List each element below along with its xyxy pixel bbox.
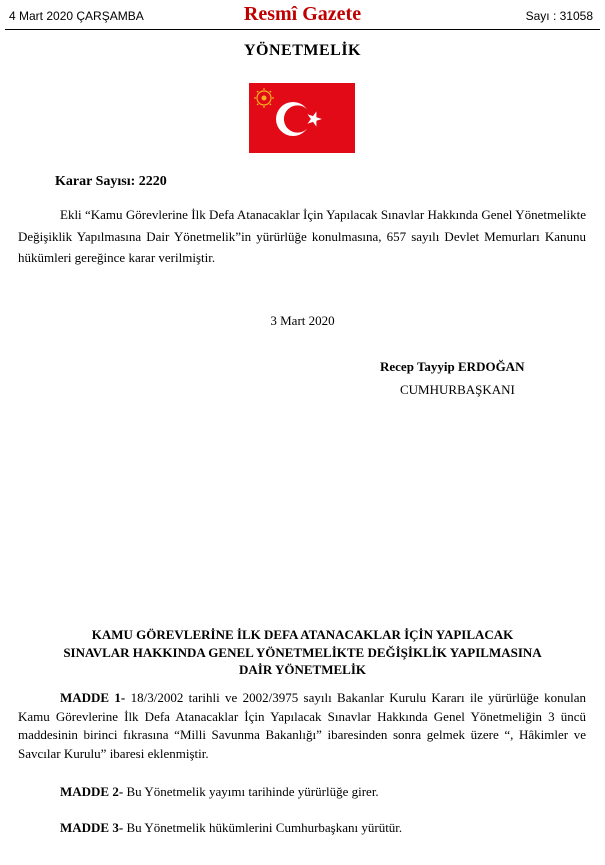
article-text: 18/3/2002 tarihli ve 2002/3975 sayılı Bakanlar Kurulu Kararı ile yürürlüğe konulan Kamu Görevlerine İlk Defa Atanacaklar İçin Yapılacak Sınavlar Hakkında Genel Yönetmeliğin 3 üncü maddesinin birinci fıkrasına “Milli Savunma Bakanlığı” ibaresinden sonra gelmek üzere “, Hâkimler ve Savcılar Kurulu” ibaresi eklenmiştir. <box>18 690 587 761</box>
signer-name: Recep Tayyip ERDOĞAN <box>380 359 525 374</box>
issue-number: Sayı : 31058 <box>525 9 593 23</box>
article-label: MADDE 1- <box>60 690 126 705</box>
gazette-header <box>0 0 605 30</box>
signer-title: CUMHURBAŞKANI <box>400 382 515 397</box>
article-label: MADDE 3- <box>60 820 124 835</box>
article-3 <box>18 819 586 838</box>
header-divider <box>5 29 600 30</box>
article-text: Bu Yönetmelik yayımı tarihinde yürürlüğe girer. <box>126 784 379 799</box>
article-1 <box>18 689 586 763</box>
decision-number: Karar Sayısı: 2220 <box>55 174 167 189</box>
article-text: Bu Yönetmelik hükümlerini Cumhurbaşkanı yürütür. <box>126 820 403 835</box>
regulation-title-line: KAMU GÖREVLERİNE İLK DEFA ATANACAKLAR İÇİN YAPILACAK <box>91 627 514 642</box>
regulation-title-line: SINAVLAR HAKKINDA GENEL YÖNETMELİKTE DEĞİŞİKLİK YAPILMASINA <box>63 644 542 660</box>
decision-text: Ekli “Kamu Görevlerine İlk Defa Atanacaklar İçin Yapılacak Sınavlar Hakkında Genel Yönetmelikte Değişiklik Yapılmasına Dair Yönetmelik”in yürürlüğe konulmasına, 657 sayılı Devlet Memurları Kanunu hükümleri gereğince karar verilmiştir. <box>18 207 586 265</box>
article-2 <box>18 783 586 802</box>
presidential-seal-icon <box>254 88 274 108</box>
header-date: 4 Mart 2020 ÇARŞAMBA <box>9 9 144 23</box>
gazette-title: Resmî Gazete <box>243 3 362 25</box>
regulation-title-line: DAİR YÖNETMELİK <box>238 662 366 677</box>
article-label: MADDE 2- <box>60 784 124 799</box>
decision-date: 3 Mart 2020 <box>270 313 335 328</box>
turkish-flag-icon <box>249 83 355 153</box>
document-type: YÖNETMELİK <box>243 42 361 59</box>
regulation-title <box>20 626 585 679</box>
